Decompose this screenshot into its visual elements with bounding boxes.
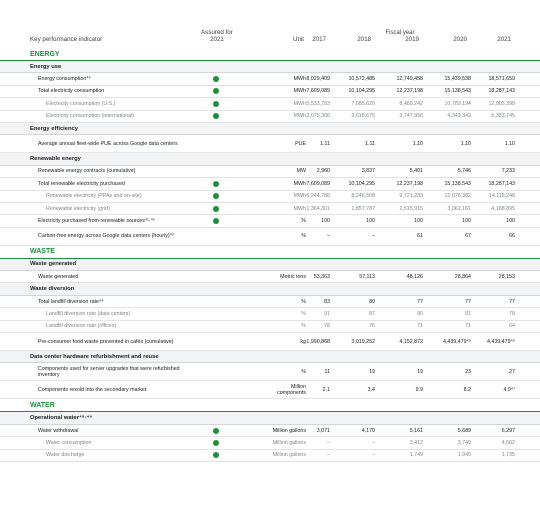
table-row xyxy=(0,215,540,227)
value-cell: – xyxy=(372,439,375,446)
value-cell: 3,412 xyxy=(409,439,423,446)
value-cell: 7,233 xyxy=(501,168,515,175)
unit-cell: MWh xyxy=(293,205,306,212)
value-cell: 18,287,143 xyxy=(488,180,515,187)
value-cell: – xyxy=(327,233,330,240)
value-cell: 61 xyxy=(417,233,423,240)
kpi-label: Total electricity consumption xyxy=(38,88,105,95)
value-cell: 8.2 xyxy=(463,386,471,393)
value-cell: 10,789,194 xyxy=(444,100,471,107)
value-cell: 11 xyxy=(324,368,330,375)
value-cell: 1,940 xyxy=(457,452,471,459)
kpi-label: Renewable electricity (grid) xyxy=(46,205,110,212)
table-row xyxy=(0,425,540,437)
value-cell: 3,019,252 xyxy=(351,338,375,345)
table-row xyxy=(0,111,540,123)
value-cell: 1,749 xyxy=(409,452,423,459)
assured-indicator-icon xyxy=(213,440,219,446)
value-cell: 78 xyxy=(509,310,515,317)
value-cell: 18,571,659 xyxy=(488,76,515,83)
value-cell: – xyxy=(327,452,330,459)
table-row xyxy=(0,86,540,98)
table-row xyxy=(0,191,540,203)
value-cell: 3,749 xyxy=(457,439,471,446)
value-cell: 100 xyxy=(414,217,423,224)
kpi-label: Water consumption xyxy=(46,439,92,446)
year-2020-header: 2020 xyxy=(453,36,467,43)
unit-cell: PUE xyxy=(295,140,306,147)
unit-cell: MW xyxy=(296,168,306,175)
table-row xyxy=(0,437,540,449)
value-cell: 4,562 xyxy=(501,439,515,446)
value-cell: 3,837 xyxy=(361,168,375,175)
value-cell: 3,062,161 xyxy=(447,205,471,212)
unit-column-header: Unit xyxy=(292,36,304,43)
value-cell: 23 xyxy=(465,368,471,375)
table-row xyxy=(0,321,540,333)
value-cell: 1,857,787 xyxy=(351,205,375,212)
value-cell: 5,401 xyxy=(409,168,423,175)
value-cell: 77 xyxy=(417,298,423,305)
table-row xyxy=(0,333,540,351)
unit-cell: % xyxy=(301,217,306,224)
unit-cell: Metric tons xyxy=(280,273,306,280)
year-2019-header: 2019 xyxy=(405,36,419,43)
kpi-label: Total landfill diversion rate⁴⁴ xyxy=(38,298,104,305)
unit-cell: % xyxy=(301,310,306,317)
value-cell: 19 xyxy=(369,368,375,375)
table-row xyxy=(0,166,540,178)
value-cell: 48,126 xyxy=(406,273,423,280)
value-cell: 27 xyxy=(509,368,515,375)
value-cell: 3,071 xyxy=(316,427,330,434)
kpi-label: Electricity purchased from renewable sources⁴¹·⁴² xyxy=(38,217,155,224)
value-cell: 12,076,382 xyxy=(444,193,471,200)
unit-cell: MWh xyxy=(293,76,306,83)
value-cell: 18,287,143 xyxy=(488,88,515,95)
value-cell: 4,349,349 xyxy=(447,113,471,120)
value-cell: – xyxy=(372,452,375,459)
kpi-label: Energy consumption⁴³ xyxy=(38,76,91,83)
kpi-label: Landfill diversion rate (data centers) xyxy=(46,310,131,317)
value-cell: 2,515,915 xyxy=(399,205,423,212)
table-row xyxy=(0,73,540,85)
unit-cell: % xyxy=(301,298,306,305)
value-cell: 7,085,620 xyxy=(351,100,375,107)
category-header: Energy efficiency xyxy=(0,123,540,135)
table-row xyxy=(0,228,540,246)
unit-cell: MWh xyxy=(293,88,306,95)
category-header: Waste generated xyxy=(0,259,540,271)
value-cell: 4,439,479⁴⁵ xyxy=(442,338,471,345)
value-cell: 8,246,508 xyxy=(351,193,375,200)
value-cell: 1,364,301 xyxy=(306,205,330,212)
value-cell: 12,749,458 xyxy=(396,76,423,83)
table-row xyxy=(0,135,540,153)
section-title: ENERGY xyxy=(0,48,540,61)
value-cell: 71 xyxy=(465,323,471,330)
table-header xyxy=(0,0,540,48)
value-cell: 5,161 xyxy=(409,427,423,434)
assured-indicator-icon xyxy=(213,428,219,434)
assured-column-header: Assured for 2021 xyxy=(201,29,233,43)
value-cell: 12,237,198 xyxy=(396,180,423,187)
value-cell: 15,138,543 xyxy=(444,88,471,95)
category-header: Waste diversion xyxy=(0,283,540,295)
table-row xyxy=(0,450,540,462)
kpi-label: Renewable electricity (PPAs and on-site) xyxy=(46,193,142,200)
value-cell: 83 xyxy=(324,298,330,305)
kpi-label: Landfill diversion rate (offices) xyxy=(46,323,117,330)
table-row xyxy=(0,271,540,283)
value-cell: 77 xyxy=(465,298,471,305)
value-cell: – xyxy=(372,233,375,240)
value-cell: 10,104,295 xyxy=(348,180,375,187)
value-cell: – xyxy=(327,439,330,446)
unit-cell: Million components xyxy=(277,383,306,396)
table-row xyxy=(0,308,540,320)
value-cell: 15,439,538 xyxy=(444,76,471,83)
value-cell: 6,297 xyxy=(501,427,515,434)
assured-indicator-icon xyxy=(213,76,219,82)
value-cell: 14,118,248 xyxy=(488,193,515,200)
unit-cell: Million gallons xyxy=(272,427,306,434)
year-2017-header: 2017 xyxy=(312,36,326,43)
value-cell: 9,721,283 xyxy=(399,193,423,200)
unit-cell: % xyxy=(301,323,306,330)
value-cell: 87 xyxy=(369,310,375,317)
year-2018-header: 2018 xyxy=(357,36,371,43)
value-cell: 5,533,783 xyxy=(306,100,330,107)
assured-indicator-icon xyxy=(213,218,219,224)
value-cell: 12,903,398 xyxy=(488,100,515,107)
value-cell: 71 xyxy=(417,323,423,330)
unit-cell: % xyxy=(301,368,306,375)
kpi-label: Electricity consumption (international) xyxy=(46,113,135,120)
value-cell: 66 xyxy=(509,233,515,240)
value-cell: 1.10 xyxy=(460,140,471,147)
value-cell: 4,168,895 xyxy=(491,205,515,212)
value-cell: 2.1 xyxy=(322,386,330,393)
value-cell: 3,747,956 xyxy=(399,113,423,120)
kpi-label: Pre-consumer food waste prevented in cafés (cumulative) xyxy=(38,338,174,345)
value-cell: 5,746 xyxy=(457,168,471,175)
kpi-label: Waste generated xyxy=(38,273,79,280)
value-cell: 2,075,306 xyxy=(306,113,330,120)
value-cell: 1.11 xyxy=(320,140,330,147)
assured-indicator-icon xyxy=(213,206,219,212)
value-cell: 76 xyxy=(369,323,375,330)
value-cell: 4.9⁴⁷ xyxy=(503,386,515,393)
value-cell: 2,960 xyxy=(316,168,330,175)
value-cell: 90 xyxy=(417,310,423,317)
assured-indicator-icon xyxy=(213,88,219,94)
value-cell: 9.9 xyxy=(415,386,423,393)
category-header: Energy use xyxy=(0,61,540,73)
value-cell: 10,104,295 xyxy=(348,88,375,95)
value-cell: 8,489,242 xyxy=(399,100,423,107)
unit-cell: MWh xyxy=(293,193,306,200)
value-cell: 19 xyxy=(417,368,423,375)
value-cell: 3.4 xyxy=(367,386,375,393)
value-cell: 7,609,089 xyxy=(306,88,330,95)
kpi-label: Water withdrawal xyxy=(38,427,79,434)
value-cell: 6,244,788 xyxy=(306,193,330,200)
assured-indicator-icon xyxy=(213,101,219,107)
kpi-label: Water discharge xyxy=(46,452,85,459)
value-cell: 8,029,409 xyxy=(306,76,330,83)
kpi-label: Components resold into the secondary market xyxy=(38,386,147,393)
kpi-label: Components used for server upgrades that were refurbished inventory xyxy=(38,365,180,378)
value-cell: 81 xyxy=(465,310,471,317)
kpi-label: Total renewable electricity purchased xyxy=(38,180,125,187)
table-row xyxy=(0,296,540,308)
value-cell: 100 xyxy=(506,217,515,224)
kpi-label: Carbon-free energy across Google data centers (hourly)⁴³ xyxy=(38,233,174,240)
value-cell: 78 xyxy=(324,323,330,330)
unit-cell: kg xyxy=(300,338,306,345)
category-header: Operational water⁴⁸·⁴⁹ xyxy=(0,412,540,424)
table-row xyxy=(0,381,540,399)
value-cell: 1,990,868 xyxy=(306,338,330,345)
table-row xyxy=(0,98,540,110)
unit-cell: Million gallons xyxy=(272,439,306,446)
value-cell: 1.11 xyxy=(365,140,375,147)
value-cell: 100 xyxy=(366,217,375,224)
unit-cell: MWh xyxy=(293,113,306,120)
unit-cell: Million gallons xyxy=(272,452,306,459)
value-cell: 53,363 xyxy=(313,273,330,280)
kpi-label: Electricity consumption (U.S.) xyxy=(46,100,116,107)
value-cell: 5,383,745 xyxy=(491,113,515,120)
section-title: WASTE xyxy=(0,246,540,259)
table-row xyxy=(0,363,540,381)
value-cell: 100 xyxy=(321,217,330,224)
value-cell: 91 xyxy=(324,310,330,317)
value-cell: 57,113 xyxy=(359,273,375,280)
table-body xyxy=(0,48,540,462)
value-cell: 28,153 xyxy=(498,273,515,280)
value-cell: 28,864 xyxy=(454,273,471,280)
fiscal-year-label: Fiscal year xyxy=(385,30,415,36)
value-cell: 67 xyxy=(465,233,471,240)
unit-cell: MWh xyxy=(293,100,306,107)
value-cell: 4,170 xyxy=(361,427,375,434)
value-cell: 10,572,485 xyxy=(348,76,375,83)
kpi-column-header: Key performance indicator xyxy=(30,36,103,43)
table-row xyxy=(0,178,540,190)
kpi-label: Average annual fleet-wide PUE across Google data centers xyxy=(38,140,178,147)
value-cell: 1.10 xyxy=(504,140,515,147)
assured-indicator-icon xyxy=(213,452,219,458)
value-cell: 77 xyxy=(509,298,515,305)
category-header: Renewable energy xyxy=(0,153,540,165)
value-cell: 15,138,543 xyxy=(444,180,471,187)
value-cell: 64 xyxy=(509,323,515,330)
assured-indicator-icon xyxy=(213,193,219,199)
value-cell: 1,735 xyxy=(501,452,515,459)
kpi-label: Renewable energy contracts (cumulative) xyxy=(38,168,136,175)
value-cell: 100 xyxy=(462,217,471,224)
unit-cell: MWh xyxy=(293,180,306,187)
year-2021-header: 2021 xyxy=(497,36,511,43)
value-cell: 4,152,872 xyxy=(399,338,423,345)
value-cell: 5,689 xyxy=(457,427,471,434)
category-header: Data center hardware refurbishment and reuse xyxy=(0,351,540,363)
table-row xyxy=(0,203,540,215)
assured-indicator-icon xyxy=(213,181,219,187)
value-cell: 12,237,198 xyxy=(396,88,423,95)
assured-indicator-icon xyxy=(213,113,219,119)
value-cell: 80 xyxy=(369,298,375,305)
value-cell: 4,439,479⁴⁵ xyxy=(486,338,515,345)
section-title: WATER xyxy=(0,399,540,412)
value-cell: 3,018,675 xyxy=(351,113,375,120)
unit-cell: % xyxy=(301,233,306,240)
value-cell: 1.10 xyxy=(412,140,423,147)
value-cell: 7,609,089 xyxy=(306,180,330,187)
